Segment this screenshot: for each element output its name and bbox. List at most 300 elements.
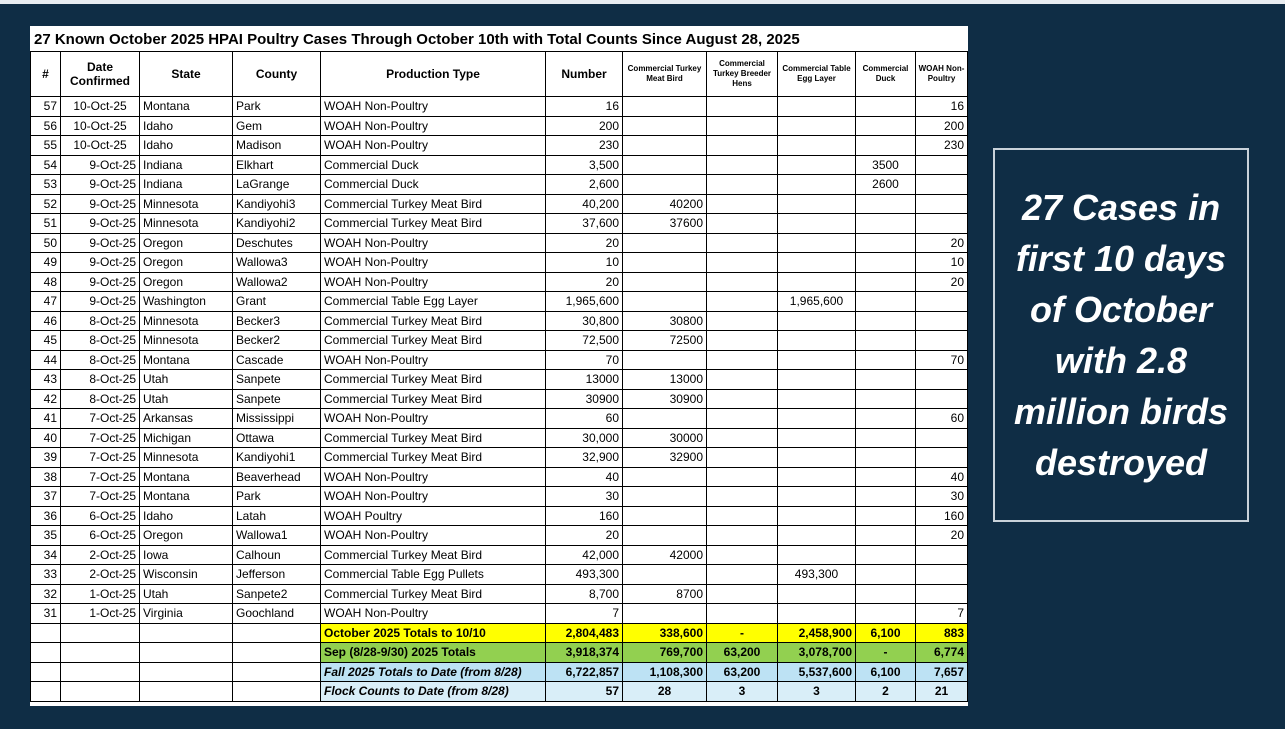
cell-date-confirmed: 7-Oct-25 (61, 428, 140, 448)
cell-woah-count (916, 292, 968, 312)
summary-callout (993, 148, 1249, 522)
table-row (31, 253, 968, 273)
cell-turkey-meat-count (623, 97, 707, 117)
col-header-county: County (233, 52, 321, 97)
summary-value: - (856, 643, 916, 663)
cell-duck-count (856, 389, 916, 409)
cell-egg-layer-count (778, 370, 856, 390)
cell-production-type: Commercial Table Egg Pullets (321, 565, 546, 585)
cell-turkey-breeder-count (707, 545, 778, 565)
cell-duck-count (856, 253, 916, 273)
cell-turkey-breeder-count (707, 565, 778, 585)
cell-state: Montana (140, 350, 233, 370)
cell-county: Elkhart (233, 155, 321, 175)
cell-bird-number: 30,000 (546, 428, 623, 448)
cell-county: Cascade (233, 350, 321, 370)
empty-cell (31, 662, 61, 682)
cell-state: Arkansas (140, 409, 233, 429)
empty-cell (31, 623, 61, 643)
cell-case-number: 35 (31, 526, 61, 546)
empty-cell (140, 682, 233, 702)
table-row (31, 214, 968, 234)
cell-production-type: WOAH Non-Poultry (321, 604, 546, 624)
empty-cell (140, 623, 233, 643)
cell-bird-number: 7 (546, 604, 623, 624)
empty-cell (233, 662, 321, 682)
cell-egg-layer-count (778, 311, 856, 331)
table-row (31, 331, 968, 351)
cell-duck-count (856, 233, 916, 253)
cell-county: Becker3 (233, 311, 321, 331)
table-row (31, 155, 968, 175)
summary-value: 6,774 (916, 643, 968, 663)
cell-egg-layer-count (778, 545, 856, 565)
cell-date-confirmed: 8-Oct-25 (61, 331, 140, 351)
empty-cell (233, 643, 321, 663)
cell-turkey-breeder-count (707, 136, 778, 156)
cell-production-type: Commercial Table Egg Layer (321, 292, 546, 312)
summary-value: 28 (623, 682, 707, 702)
cell-state: Virginia (140, 604, 233, 624)
table-row (31, 272, 968, 292)
cell-date-confirmed: 9-Oct-25 (61, 253, 140, 273)
cell-county: Sanpete (233, 389, 321, 409)
cell-turkey-breeder-count (707, 292, 778, 312)
cell-date-confirmed: 8-Oct-25 (61, 311, 140, 331)
summary-row-flock-counts (31, 682, 968, 702)
cell-duck-count (856, 506, 916, 526)
cell-egg-layer-count (778, 506, 856, 526)
table-row (31, 604, 968, 624)
cell-date-confirmed: 7-Oct-25 (61, 467, 140, 487)
table-row (31, 389, 968, 409)
cell-bird-number: 70 (546, 350, 623, 370)
summary-label: Flock Counts to Date (from 8/28) (321, 682, 546, 702)
cell-production-type: WOAH Non-Poultry (321, 97, 546, 117)
cell-date-confirmed: 8-Oct-25 (61, 389, 140, 409)
cell-case-number: 37 (31, 487, 61, 507)
cell-date-confirmed: 7-Oct-25 (61, 409, 140, 429)
cell-woah-count: 70 (916, 350, 968, 370)
cell-turkey-meat-count: 13000 (623, 370, 707, 390)
cell-case-number: 32 (31, 584, 61, 604)
cell-bird-number: 8,700 (546, 584, 623, 604)
cell-date-confirmed: 7-Oct-25 (61, 448, 140, 468)
empty-cell (61, 682, 140, 702)
cell-state: Iowa (140, 545, 233, 565)
cell-bird-number: 72,500 (546, 331, 623, 351)
cell-turkey-meat-count (623, 175, 707, 195)
cell-woah-count: 10 (916, 253, 968, 273)
cell-production-type: WOAH Non-Poultry (321, 350, 546, 370)
cell-woah-count (916, 311, 968, 331)
cell-duck-count (856, 604, 916, 624)
summary-value: 6,100 (856, 623, 916, 643)
cell-county: Goochland (233, 604, 321, 624)
cell-case-number: 48 (31, 272, 61, 292)
cell-state: Minnesota (140, 214, 233, 234)
cell-state: Montana (140, 487, 233, 507)
cases-table (30, 51, 968, 702)
cell-duck-count (856, 272, 916, 292)
cell-state: Oregon (140, 526, 233, 546)
empty-cell (61, 643, 140, 663)
table-row (31, 175, 968, 195)
cell-date-confirmed: 9-Oct-25 (61, 233, 140, 253)
cell-case-number: 36 (31, 506, 61, 526)
col-header-date: Date Confirmed (61, 52, 140, 97)
cell-county: Park (233, 487, 321, 507)
cell-bird-number: 32,900 (546, 448, 623, 468)
table-row (31, 526, 968, 546)
cell-production-type: Commercial Turkey Meat Bird (321, 448, 546, 468)
table-row (31, 350, 968, 370)
cell-turkey-meat-count (623, 526, 707, 546)
cell-turkey-breeder-count (707, 467, 778, 487)
summary-value: 2,458,900 (778, 623, 856, 643)
cell-county: Grant (233, 292, 321, 312)
cell-date-confirmed: 2-Oct-25 (61, 545, 140, 565)
cell-egg-layer-count (778, 526, 856, 546)
cell-turkey-meat-count (623, 155, 707, 175)
table-row (31, 370, 968, 390)
summary-value: 1,108,300 (623, 662, 707, 682)
cell-state: Washington (140, 292, 233, 312)
cell-bird-number: 13000 (546, 370, 623, 390)
cell-turkey-meat-count: 8700 (623, 584, 707, 604)
cell-state: Wisconsin (140, 565, 233, 585)
cell-case-number: 50 (31, 233, 61, 253)
cell-county: Jefferson (233, 565, 321, 585)
cell-bird-number: 160 (546, 506, 623, 526)
cell-state: Idaho (140, 506, 233, 526)
cell-production-type: Commercial Turkey Meat Bird (321, 428, 546, 448)
cell-date-confirmed: 6-Oct-25 (61, 506, 140, 526)
cell-turkey-meat-count: 30900 (623, 389, 707, 409)
cell-turkey-breeder-count (707, 389, 778, 409)
cell-case-number: 42 (31, 389, 61, 409)
col-header-turkey-breeder: Commercial Turkey Breeder Hens (707, 52, 778, 97)
cell-county: Latah (233, 506, 321, 526)
cell-egg-layer-count: 493,300 (778, 565, 856, 585)
cell-case-number: 44 (31, 350, 61, 370)
cell-turkey-meat-count (623, 604, 707, 624)
cell-bird-number: 40 (546, 467, 623, 487)
cell-egg-layer-count (778, 350, 856, 370)
cell-production-type: WOAH Non-Poultry (321, 272, 546, 292)
cell-case-number: 54 (31, 155, 61, 175)
cell-production-type: WOAH Non-Poultry (321, 253, 546, 273)
cell-date-confirmed: 9-Oct-25 (61, 292, 140, 312)
cell-bird-number: 10 (546, 253, 623, 273)
cell-case-number: 47 (31, 292, 61, 312)
cell-case-number: 51 (31, 214, 61, 234)
cell-duck-count (856, 116, 916, 136)
cell-state: Montana (140, 467, 233, 487)
summary-value: 2,804,483 (546, 623, 623, 643)
cell-bird-number: 230 (546, 136, 623, 156)
cell-production-type: Commercial Turkey Meat Bird (321, 545, 546, 565)
cell-turkey-breeder-count (707, 214, 778, 234)
cell-case-number: 33 (31, 565, 61, 585)
cell-date-confirmed: 10-Oct-25 (61, 97, 140, 117)
top-edge (0, 0, 1285, 4)
cell-turkey-breeder-count (707, 311, 778, 331)
cell-woah-count (916, 214, 968, 234)
cell-turkey-breeder-count (707, 604, 778, 624)
cell-bird-number: 16 (546, 97, 623, 117)
cell-bird-number: 493,300 (546, 565, 623, 585)
cell-turkey-meat-count (623, 350, 707, 370)
cell-turkey-meat-count (623, 565, 707, 585)
cell-state: Indiana (140, 155, 233, 175)
cell-case-number: 56 (31, 116, 61, 136)
cell-county: Becker2 (233, 331, 321, 351)
cell-county: Kandiyohi3 (233, 194, 321, 214)
cell-woah-count: 160 (916, 506, 968, 526)
cell-turkey-breeder-count (707, 116, 778, 136)
cell-turkey-breeder-count (707, 97, 778, 117)
table-row (31, 116, 968, 136)
table-row (31, 506, 968, 526)
cell-woah-count (916, 194, 968, 214)
cell-turkey-meat-count (623, 253, 707, 273)
summary-value: 3 (707, 682, 778, 702)
cell-turkey-breeder-count (707, 428, 778, 448)
cell-duck-count (856, 584, 916, 604)
cell-duck-count (856, 136, 916, 156)
cell-state: Montana (140, 97, 233, 117)
cell-production-type: WOAH Poultry (321, 506, 546, 526)
col-header-turkey-meat: Commercial Turkey Meat Bird (623, 52, 707, 97)
cell-egg-layer-count (778, 331, 856, 351)
cell-duck-count: 3500 (856, 155, 916, 175)
cell-county: Wallowa1 (233, 526, 321, 546)
cell-woah-count: 16 (916, 97, 968, 117)
cell-county: LaGrange (233, 175, 321, 195)
header-row (31, 52, 968, 97)
cell-turkey-breeder-count (707, 194, 778, 214)
summary-value: - (707, 623, 778, 643)
cell-turkey-meat-count (623, 506, 707, 526)
cell-county: Mississippi (233, 409, 321, 429)
spreadsheet (30, 26, 968, 706)
cell-date-confirmed: 9-Oct-25 (61, 194, 140, 214)
summary-row-september-totals (31, 643, 968, 663)
cell-county: Calhoun (233, 545, 321, 565)
cell-bird-number: 2,600 (546, 175, 623, 195)
cell-turkey-meat-count: 32900 (623, 448, 707, 468)
summary-value: 338,600 (623, 623, 707, 643)
cell-turkey-meat-count (623, 467, 707, 487)
cell-state: Idaho (140, 116, 233, 136)
cell-duck-count (856, 370, 916, 390)
summary-row-october-totals (31, 623, 968, 643)
cell-bird-number: 30,800 (546, 311, 623, 331)
cell-woah-count (916, 175, 968, 195)
cell-state: Minnesota (140, 194, 233, 214)
empty-cell (61, 662, 140, 682)
cell-production-type: WOAH Non-Poultry (321, 409, 546, 429)
cell-turkey-breeder-count (707, 487, 778, 507)
cell-egg-layer-count (778, 584, 856, 604)
summary-row-fall-totals (31, 662, 968, 682)
cell-state: Oregon (140, 253, 233, 273)
empty-cell (31, 643, 61, 663)
cell-turkey-breeder-count (707, 155, 778, 175)
cell-date-confirmed: 9-Oct-25 (61, 214, 140, 234)
cell-case-number: 57 (31, 97, 61, 117)
table-row (31, 565, 968, 585)
cell-turkey-meat-count: 30800 (623, 311, 707, 331)
cell-woah-count: 20 (916, 526, 968, 546)
empty-cell (233, 623, 321, 643)
cell-county: Sanpete (233, 370, 321, 390)
cell-turkey-meat-count: 40200 (623, 194, 707, 214)
cell-county: Kandiyohi1 (233, 448, 321, 468)
cell-bird-number: 20 (546, 233, 623, 253)
summary-value: 3,918,374 (546, 643, 623, 663)
cell-egg-layer-count (778, 389, 856, 409)
summary-value: 57 (546, 682, 623, 702)
cell-turkey-breeder-count (707, 350, 778, 370)
summary-value: 3,078,700 (778, 643, 856, 663)
cell-woah-count: 7 (916, 604, 968, 624)
cell-production-type: WOAH Non-Poultry (321, 487, 546, 507)
cell-date-confirmed: 2-Oct-25 (61, 565, 140, 585)
cell-duck-count (856, 428, 916, 448)
cell-production-type: Commercial Duck (321, 175, 546, 195)
table-row (31, 448, 968, 468)
cell-woah-count (916, 448, 968, 468)
cell-woah-count (916, 565, 968, 585)
cell-turkey-meat-count (623, 292, 707, 312)
summary-value: 6,100 (856, 662, 916, 682)
cell-turkey-meat-count (623, 116, 707, 136)
cell-bird-number: 20 (546, 526, 623, 546)
cell-county: Wallowa2 (233, 272, 321, 292)
cell-date-confirmed: 8-Oct-25 (61, 350, 140, 370)
cell-production-type: WOAH Non-Poultry (321, 526, 546, 546)
cell-egg-layer-count (778, 428, 856, 448)
cell-duck-count (856, 487, 916, 507)
cell-state: Michigan (140, 428, 233, 448)
summary-value: 21 (916, 682, 968, 702)
cell-turkey-meat-count (623, 136, 707, 156)
cell-duck-count (856, 214, 916, 234)
cell-woah-count (916, 545, 968, 565)
cell-state: Utah (140, 370, 233, 390)
cell-turkey-meat-count (623, 409, 707, 429)
cell-case-number: 40 (31, 428, 61, 448)
cell-egg-layer-count (778, 409, 856, 429)
cell-woah-count: 20 (916, 233, 968, 253)
cell-state: Indiana (140, 175, 233, 195)
summary-value: 769,700 (623, 643, 707, 663)
cell-egg-layer-count (778, 253, 856, 273)
cell-state: Oregon (140, 233, 233, 253)
cell-county: Madison (233, 136, 321, 156)
cell-duck-count (856, 565, 916, 585)
cell-case-number: 38 (31, 467, 61, 487)
cell-date-confirmed: 6-Oct-25 (61, 526, 140, 546)
cell-bird-number: 30900 (546, 389, 623, 409)
table-row (31, 311, 968, 331)
cell-turkey-meat-count: 72500 (623, 331, 707, 351)
cell-bird-number: 60 (546, 409, 623, 429)
cell-turkey-breeder-count (707, 584, 778, 604)
cell-case-number: 52 (31, 194, 61, 214)
cell-egg-layer-count (778, 604, 856, 624)
cell-egg-layer-count (778, 487, 856, 507)
cell-woah-count: 30 (916, 487, 968, 507)
cell-bird-number: 37,600 (546, 214, 623, 234)
cell-date-confirmed: 10-Oct-25 (61, 116, 140, 136)
col-header-production-type: Production Type (321, 52, 546, 97)
summary-value: 883 (916, 623, 968, 643)
summary-value: 6,722,857 (546, 662, 623, 682)
empty-cell (31, 682, 61, 702)
summary-value: 63,200 (707, 643, 778, 663)
summary-value: 63,200 (707, 662, 778, 682)
cell-turkey-breeder-count (707, 175, 778, 195)
cell-duck-count (856, 292, 916, 312)
cell-woah-count (916, 389, 968, 409)
cell-state: Minnesota (140, 331, 233, 351)
table-title: 27 Known October 2025 HPAI Poultry Cases Through October 10th with Total Counts Since August 28, 2025 (34, 31, 800, 48)
col-header-woah: WOAH Non-Poultry (916, 52, 968, 97)
empty-cell (233, 682, 321, 702)
cell-duck-count (856, 97, 916, 117)
cell-production-type: WOAH Non-Poultry (321, 467, 546, 487)
cell-bird-number: 3,500 (546, 155, 623, 175)
cell-woah-count (916, 428, 968, 448)
cell-turkey-meat-count: 42000 (623, 545, 707, 565)
summary-label: October 2025 Totals to 10/10 (321, 623, 546, 643)
cell-egg-layer-count (778, 155, 856, 175)
cell-state: Utah (140, 584, 233, 604)
cell-county: Ottawa (233, 428, 321, 448)
cell-case-number: 49 (31, 253, 61, 273)
cell-woah-count (916, 584, 968, 604)
cell-egg-layer-count (778, 448, 856, 468)
cell-case-number: 45 (31, 331, 61, 351)
cell-duck-count (856, 194, 916, 214)
cell-state: Minnesota (140, 448, 233, 468)
cell-production-type: Commercial Turkey Meat Bird (321, 389, 546, 409)
cell-woah-count (916, 331, 968, 351)
cell-state: Idaho (140, 136, 233, 156)
cell-bird-number: 1,965,600 (546, 292, 623, 312)
cell-county: Deschutes (233, 233, 321, 253)
cell-production-type: WOAH Non-Poultry (321, 116, 546, 136)
table-row (31, 136, 968, 156)
cell-woah-count (916, 155, 968, 175)
cell-egg-layer-count (778, 272, 856, 292)
cell-bird-number: 30 (546, 487, 623, 507)
cell-duck-count: 2600 (856, 175, 916, 195)
cell-case-number: 46 (31, 311, 61, 331)
cell-case-number: 41 (31, 409, 61, 429)
cell-egg-layer-count (778, 136, 856, 156)
table-row (31, 428, 968, 448)
cell-date-confirmed: 1-Oct-25 (61, 584, 140, 604)
table-row (31, 545, 968, 565)
cell-woah-count: 200 (916, 116, 968, 136)
col-header-egg-layer: Commercial Table Egg Layer (778, 52, 856, 97)
cell-date-confirmed: 8-Oct-25 (61, 370, 140, 390)
empty-cell (61, 623, 140, 643)
